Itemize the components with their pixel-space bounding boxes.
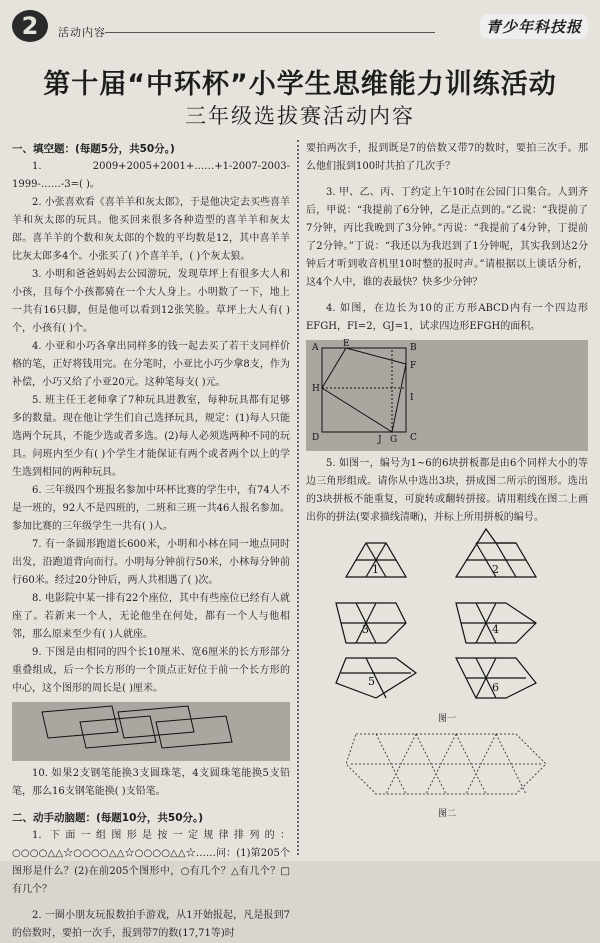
problem-2: 2. 一圈小朋友玩报数拍手游戏，从1开始报起，凡是报到7的倍数时，要拍一次手，报到带7的数(17,71等)时 <box>12 910 290 939</box>
question-6: 6. 三年级四个班报名参加中环杯比赛的学生中，有74人不是一班的，92人不是四班的，二班和三班一共46人报名参加。参加比赛的三年级学生一共有( )人。 <box>12 485 290 532</box>
piece-label-5: 5 <box>368 675 375 688</box>
header <box>0 0 600 46</box>
right-column <box>306 140 588 823</box>
column-divider <box>297 140 299 855</box>
question-1: 1. 2009+2005+2001+……+1-2007-2003-1999-……-3=( )。 <box>12 161 290 190</box>
label-e: E <box>343 339 350 349</box>
label-i: I <box>410 393 414 403</box>
question-2: 2. 小张喜欢看《喜羊羊和灰太郎》，于是他决定去买些喜羊羊和灰太郎的玩具。他买回来很多各种造型的喜羊羊和灰太郎。喜羊羊的个数和灰太郎的个数的平均数是12，其中喜羊羊比灰太郎多4个。小张买了( )个喜羊羊，( )个灰太狼。 <box>12 197 290 262</box>
rectangles-figure <box>12 702 290 761</box>
piece-label-4: 4 <box>492 623 499 636</box>
main-title: 第十届“中环杯”小学生思维能力训练活动 <box>43 69 557 100</box>
header-rule <box>105 32 435 33</box>
label-g: G <box>390 435 398 445</box>
figure-two <box>306 730 588 823</box>
problem-5: 5. 如图一，编号为1~6的6块拼板都是由6个同样大小的等边三角形组成。请你从中选出3块，拼成图二所示的图形。选出的3块拼板不能重复，可旋转或翻转拼接。请用粗线在图二上画出你的拼法(要求描线清晰)，并标上所用拼板的编号。 <box>306 458 588 523</box>
question-5: 5. 班主任王老师拿了7种玩具进教室，每种玩具都有足够多的数量。现在他让学生们自己选择玩具，规定：(1)每人只能选两个玩具，不能少选或者多选。(2)每人必须选两种不同的玩具。问班内至少有( )个学生才能保证有两个或者两个以上的学生选到相同的两种玩具。 <box>12 395 290 478</box>
label-f: F <box>410 361 417 371</box>
page-number-badge <box>10 8 50 44</box>
question-4: 4. 小亚和小巧各拿出同样多的钱一起去买了若干支同样价格的笔，正好将钱用完。在分笔时，小亚比小巧少拿8支，作为补偿，小巧又给了小亚20元。这种笔每支( )元。 <box>12 341 290 388</box>
label-c: C <box>410 433 417 443</box>
question-8: 8. 电影院中某一排有22个座位，其中有些座位已经有人就座了。若新来一个人，无论他坐在何处，都有一个人与他相邻，那么原来至少有( )人就座。 <box>12 593 290 640</box>
problem-3: 3. 甲、乙、丙、丁约定上午10时在公园门口集合。人到齐后，甲说：“我提前了6分钟，乙是正点到的。”乙说：“我提前了7分钟，丙比我晚到了3分钟。”丙说：“我提前了4分钟，丁提前了2分钟。”丁说：“我还以为我迟到了1分钟呢，其实我到达2分钟后才听到收音机里10时整的报时声。”请根据以上谈话分析，这4个人中，谁的表最快？快多少分钟？ <box>306 187 588 288</box>
section-fill-heading: 一、填空题：(每题5分，共50分。) <box>12 143 175 155</box>
piece-label-2: 2 <box>492 563 499 576</box>
label-h: H <box>312 384 320 394</box>
section-name: 活动内容 <box>58 26 106 39</box>
piece-label-3: 3 <box>362 623 369 636</box>
figure-two-caption: 图二 <box>437 809 456 819</box>
figure-one <box>306 533 588 728</box>
question-3: 3. 小明和爸爸妈妈去公园游玩，发现草坪上有很多大人和小孩，且每个小孩都骑在一个大人身上。小明数了一下，地上一共有16只脚，但是他可以看到12张笑脸。草坪上大人有( )个，小孩有( )个。 <box>12 269 290 334</box>
problem-1: 1. 下面一组图形是按一定规律排列的：○○○○△△☆○○○○△△☆○○○○△△☆……问：(1)第205个图形是什么？(2)在前205个图形中，○有几个？△有几个？□有几个？ <box>12 830 290 895</box>
label-d: D <box>312 433 320 443</box>
question-9: 9. 下图是由相同的四个长10厘米、宽6厘米的长方形部分重叠组成，后一个长方形的一个顶点正好位于前一个长方形的中心，这个图形的周长是( )厘米。 <box>12 647 290 694</box>
left-column <box>12 140 290 943</box>
label-b: B <box>410 343 417 353</box>
sub-title: 三年级选拔赛活动内容 <box>185 104 415 128</box>
problem-4: 4. 如图，在边长为10的正方形ABCD内有一个四边形EFGH，FI=2，GJ=1，试求四边形EFGH的面积。 <box>306 303 588 332</box>
figure-one-caption: 图一 <box>437 714 456 724</box>
badge-number: 2 <box>21 12 39 40</box>
section-hands-on-heading: 二、动手动脑题：(每题10分，共50分。) <box>12 812 204 824</box>
quadrilateral-efgh <box>322 348 406 432</box>
problem-2-continued: 要拍两次手，报到既是7的倍数又带7的数时，要拍三次手。那么他们报到100时共拍了几次手？ <box>306 143 588 172</box>
piece-label-1: 1 <box>372 563 379 576</box>
question-10: 10. 如果2支钢笔能换3支圆珠笔，4支圆珠笔能换5支铅笔，那么16支钢笔能换( )支铅笔。 <box>12 768 290 797</box>
newspaper-name: 青少年科技报 <box>480 14 588 39</box>
label-a: A <box>312 343 319 353</box>
question-7: 7. 有一条圆形跑道长600米，小明和小林在同一地点同时出发，沿跑道背向而行。小明每分钟前行50米，小林每分钟前行60米。经过20分钟后，两人共相遇了( )次。 <box>12 539 290 586</box>
label-j: J <box>378 435 382 445</box>
square-figure <box>306 340 588 451</box>
piece-label-6: 6 <box>492 681 499 694</box>
